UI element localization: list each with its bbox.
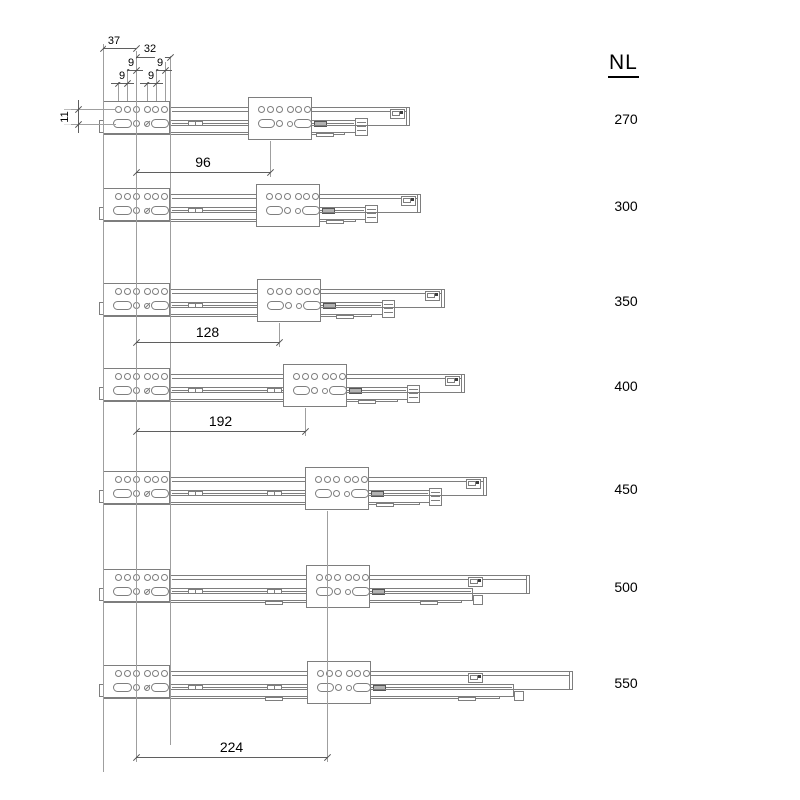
row-500-mounting-hole <box>345 574 352 581</box>
row-350-mounting-hole <box>285 288 292 295</box>
row-300-mounting-hole <box>161 193 168 200</box>
row-400-slot-hole <box>151 386 169 395</box>
dim-line <box>136 431 305 432</box>
row-450-mounting-hole <box>324 476 331 483</box>
row-450-slot-hole <box>351 489 369 498</box>
dim-line <box>136 757 327 758</box>
row-300-mounting-hole <box>275 193 282 200</box>
row-400-mounting-hole <box>144 373 151 380</box>
row-270-mounting-hole <box>276 120 283 127</box>
row-300-mounting-hole <box>303 193 310 200</box>
row-270-mounting-hole <box>287 121 293 127</box>
row-350-slot-hole <box>267 301 284 310</box>
row-550-mounting-hole <box>144 670 151 677</box>
row-500-slot-hole <box>113 587 132 596</box>
row-500-mounting-hole <box>353 574 360 581</box>
row-450-slot-hole <box>315 489 332 498</box>
row-270-rail-clip-notch <box>195 121 196 126</box>
row-550-mounting-tab <box>265 697 283 701</box>
dim-value: 9 <box>156 57 164 69</box>
row-400-mounting-hole <box>322 388 328 394</box>
row-550-slot-hole <box>113 683 132 692</box>
row-270-slot-hole <box>151 119 169 128</box>
row-400-rail-clip-notch <box>195 388 196 393</box>
row-350-mounting-hole <box>304 288 311 295</box>
row-550-latch-pin <box>478 675 481 678</box>
row-550-top-rail-end-wall <box>569 672 570 689</box>
row-350-mounting-hole <box>267 288 274 295</box>
row-500-mounting-hole <box>362 574 369 581</box>
row-350-latch-inner <box>427 293 435 298</box>
row-550-mounting-hole <box>317 670 324 677</box>
row-300-latch-pin <box>411 198 414 201</box>
row-500-mounting-hole <box>124 574 131 581</box>
nl-value-350: 350 <box>614 293 638 309</box>
row-350-latch-pin <box>435 293 438 296</box>
nl-value-300: 300 <box>614 198 638 214</box>
row-500-rail-clip-notch <box>195 589 196 594</box>
row-300-mounting-hole <box>284 193 291 200</box>
nl-value-550: 550 <box>614 675 638 691</box>
row-550-mounting-hole <box>115 670 122 677</box>
row-550-top-rail <box>170 671 573 690</box>
row-350-mounting-hole <box>296 303 302 309</box>
row-550-mounting-hole <box>346 670 353 677</box>
row-400-mounting-hole <box>293 373 300 380</box>
dim-value: 32 <box>143 43 157 55</box>
row-500-top-rail-end-wall <box>526 576 527 593</box>
row-270-mounting-hole <box>258 106 265 113</box>
dim-line <box>78 100 79 133</box>
row-300-mounting-hole <box>152 193 159 200</box>
row-270-cap-rib <box>357 130 366 131</box>
row-350-slot-hole <box>151 301 169 310</box>
row-350-cap-rib <box>384 308 393 309</box>
row-350-slot-hole <box>113 301 132 310</box>
row-350-top-rail-end-wall <box>441 290 442 307</box>
row-400-mounting-hole <box>124 373 131 380</box>
row-270-mounting-hole <box>295 106 302 113</box>
row-400-cap-rib <box>409 393 418 394</box>
nl-value-270: 270 <box>614 111 638 127</box>
row-400-mounting-hole <box>152 373 159 380</box>
row-270-mounting-hole <box>304 106 311 113</box>
row-500-mounting-hole <box>334 588 341 595</box>
row-300-mounting-hole <box>295 208 301 214</box>
dim-line <box>103 48 136 49</box>
row-400-mounting-hole <box>311 373 318 380</box>
row-300-slot-hole <box>266 206 283 215</box>
row-300-mounting-hole <box>115 193 122 200</box>
row-550-slot-hole <box>353 683 371 692</box>
dim-line <box>136 172 270 173</box>
row-400-latch-inner <box>447 378 455 383</box>
row-400-slot-hole <box>329 386 347 395</box>
row-450-mounting-hole <box>352 476 359 483</box>
dim-value: 11 <box>59 110 71 123</box>
row-500-mounting-hole <box>325 574 332 581</box>
row-450-slot-hole <box>113 489 132 498</box>
row-500-slot-hole <box>151 587 169 596</box>
row-500-mounting-tab <box>265 601 283 605</box>
nl-value-400: 400 <box>614 378 638 394</box>
nl-column-header: NL <box>608 51 639 78</box>
row-500-latch-inner <box>470 579 478 584</box>
row-500-slot-hole <box>316 587 333 596</box>
row-270-mounting-hole <box>267 106 274 113</box>
row-270-mounting-hole <box>161 106 168 113</box>
row-450-cap-rib <box>431 496 440 497</box>
row-270-mounting-hole <box>152 106 159 113</box>
row-500-mounting-hole <box>345 589 351 595</box>
row-450-mounting-hole <box>152 476 159 483</box>
row-500-mounting-hole <box>161 574 168 581</box>
row-270-top-rail-end-wall <box>406 108 407 125</box>
construction-line <box>103 44 104 772</box>
row-350-mounting-hole <box>285 302 292 309</box>
row-350-rail-clip-notch <box>195 303 196 308</box>
row-500-mounting-hole <box>115 574 122 581</box>
row-450-latch-pin <box>476 481 479 484</box>
row-350-mounting-hole <box>313 288 320 295</box>
row-270-cap-rib <box>357 126 366 127</box>
row-450-mounting-hole <box>161 476 168 483</box>
row-300-slot-hole <box>302 206 320 215</box>
dim-value: 9 <box>118 70 126 82</box>
row-300-mounting-hole <box>144 193 151 200</box>
row-350-mounting-hole <box>152 288 159 295</box>
row-450-mounting-hole <box>315 476 322 483</box>
row-450-cap-rib <box>431 500 440 501</box>
row-400-mounting-hole <box>330 373 337 380</box>
dim-line <box>136 342 279 343</box>
dim-extension-line <box>64 124 116 125</box>
dim-value: 37 <box>107 35 121 47</box>
dim-value: 224 <box>219 739 244 755</box>
row-450-mounting-tab <box>376 503 394 507</box>
dim-value: 128 <box>195 324 220 340</box>
row-500-hook-end-cap <box>473 595 483 605</box>
row-550-mounting-hole <box>161 670 168 677</box>
dim-line <box>111 83 134 84</box>
row-300-cap-rib <box>367 213 376 214</box>
row-400-mounting-tab <box>358 400 376 404</box>
row-450-slot-hole <box>151 489 169 498</box>
row-450-rail-clip-notch <box>195 491 196 496</box>
row-450-mounting-hole <box>361 476 368 483</box>
row-400-mounting-hole <box>115 373 122 380</box>
dim-value: 192 <box>208 413 233 429</box>
dim-extension-line <box>327 511 328 762</box>
row-400-rail-clip-notch <box>274 388 275 393</box>
row-270-latch-inner <box>392 111 400 116</box>
row-300-mounting-hole <box>295 193 302 200</box>
row-500-rail-clip-notch <box>274 589 275 594</box>
dim-line <box>140 83 163 84</box>
row-300-slot-hole <box>151 206 169 215</box>
dim-extension-line <box>64 109 116 110</box>
row-550-rail-clip-notch <box>195 685 196 690</box>
row-270-mounting-hole <box>287 106 294 113</box>
row-300-mounting-hole <box>266 193 273 200</box>
row-400-mounting-hole <box>339 373 346 380</box>
row-450-mounting-hole <box>344 491 350 497</box>
row-300-top-rail-end-wall <box>417 195 418 212</box>
row-550-mounting-hole <box>152 670 159 677</box>
row-270-mounting-hole <box>124 106 131 113</box>
row-550-hook-end-cap <box>514 691 524 701</box>
row-300-mounting-hole <box>284 207 291 214</box>
row-350-slot-hole <box>303 301 321 310</box>
row-270-slot-hole <box>258 119 275 128</box>
row-270-slot-hole <box>294 119 312 128</box>
row-400-latch-pin <box>455 378 458 381</box>
row-270-mounting-hole <box>144 106 151 113</box>
row-500-latch-pin <box>478 579 481 582</box>
row-400-mounting-hole <box>161 373 168 380</box>
row-450-rail-clip-notch <box>274 491 275 496</box>
row-550-slot-hole <box>151 683 169 692</box>
row-500-mounting-hole <box>144 574 151 581</box>
row-350-mounting-hole <box>124 288 131 295</box>
dim-value: 96 <box>195 154 211 170</box>
row-500-mounting-hole <box>334 574 341 581</box>
row-550-slot-hole <box>317 683 334 692</box>
construction-line <box>136 51 137 762</box>
row-300-latch-inner <box>403 198 411 203</box>
row-450-mounting-hole <box>344 476 351 483</box>
row-300-cap-rib <box>367 217 376 218</box>
row-270-latch-pin <box>400 111 403 114</box>
row-450-mounting-hole <box>144 476 151 483</box>
row-550-mounting-hole <box>335 670 342 677</box>
row-450-top-rail-end-wall <box>483 478 484 495</box>
row-300-slot-hole <box>113 206 132 215</box>
construction-line <box>170 56 171 745</box>
row-450-latch-inner <box>468 481 476 486</box>
row-350-mounting-hole <box>296 288 303 295</box>
row-500-mounting-hole <box>152 574 159 581</box>
row-500-mounting-hole <box>316 574 323 581</box>
row-300-mounting-hole <box>124 193 131 200</box>
row-550-latch-inner <box>470 675 478 680</box>
row-450-mounting-hole <box>333 476 340 483</box>
row-550-mounting-hole <box>124 670 131 677</box>
row-300-rail-clip-notch <box>195 208 196 213</box>
nl-value-450: 450 <box>614 481 638 497</box>
row-400-top-rail-end-wall <box>461 375 462 392</box>
row-350-mounting-tab <box>336 315 354 319</box>
row-400-cap-rib <box>409 397 418 398</box>
row-350-mounting-hole <box>144 288 151 295</box>
row-500-mounting-tab <box>420 601 438 605</box>
row-500-slot-hole <box>352 587 370 596</box>
row-550-rail-clip-notch <box>274 685 275 690</box>
row-300-mounting-hole <box>312 193 319 200</box>
row-400-mounting-hole <box>302 373 309 380</box>
dim-value: 9 <box>147 70 155 82</box>
row-450-mounting-hole <box>333 490 340 497</box>
row-550-mounting-tab <box>458 697 476 701</box>
row-400-mounting-hole <box>311 387 318 394</box>
row-550-mounting-hole <box>363 670 370 677</box>
nl-value-500: 500 <box>614 579 638 595</box>
row-350-mounting-hole <box>115 288 122 295</box>
row-350-mounting-hole <box>161 288 168 295</box>
row-550-mounting-hole <box>346 685 352 691</box>
row-400-slot-hole <box>113 386 132 395</box>
row-300-mounting-tab <box>326 220 344 224</box>
row-550-mounting-hole <box>335 684 342 691</box>
row-400-mounting-hole <box>322 373 329 380</box>
row-450-mounting-hole <box>115 476 122 483</box>
row-270-mounting-tab <box>316 133 334 137</box>
dim-value: 9 <box>127 57 135 69</box>
row-550-mounting-hole <box>354 670 361 677</box>
row-350-cap-rib <box>384 312 393 313</box>
row-350-mounting-hole <box>276 288 283 295</box>
row-270-mounting-hole <box>276 106 283 113</box>
row-450-mounting-hole <box>124 476 131 483</box>
row-400-slot-hole <box>293 386 310 395</box>
